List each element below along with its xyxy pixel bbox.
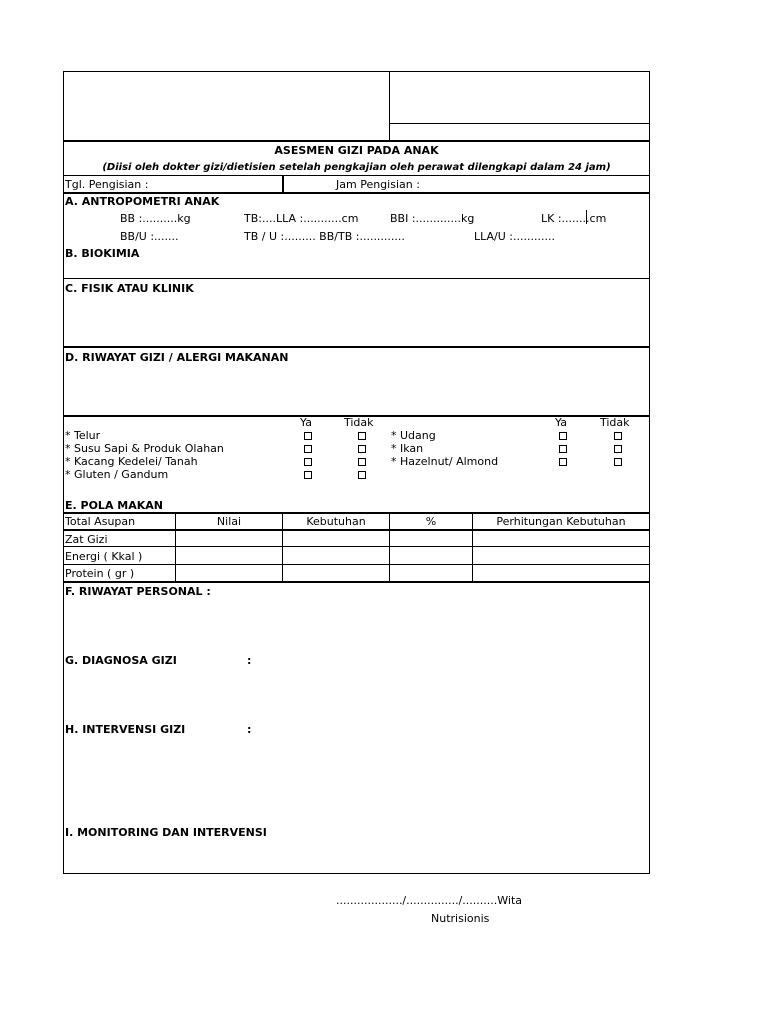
- ya-header-left: Ya: [300, 416, 312, 429]
- checkbox-susu-tidak[interactable]: [358, 445, 366, 453]
- tidak-header-right: Tidak: [600, 416, 630, 429]
- ya-header-right: Ya: [555, 416, 567, 429]
- section-c-heading: C. FISIK ATAU KLINIK: [65, 282, 194, 295]
- section-g-heading: G. DIAGNOSA GIZI: [65, 654, 177, 667]
- jam-pengisian-label: Jam Pengisian :: [336, 178, 420, 191]
- checkbox-hazelnut-tidak[interactable]: [614, 458, 622, 466]
- lk-field: LK :........cm: [541, 212, 607, 225]
- allergy-item-telur: * Telur: [65, 429, 101, 442]
- checkbox-ikan-tidak[interactable]: [614, 445, 622, 453]
- allergy-item-gluten: * Gluten / Gandum: [65, 468, 169, 481]
- section-e-heading: E. POLA MAKAN: [65, 499, 163, 512]
- table-row-energi: Energi ( Kkal ): [65, 550, 143, 563]
- checkbox-telur-tidak[interactable]: [358, 432, 366, 440]
- table-header-total-asupan: Total Asupan: [65, 515, 136, 528]
- table-header-kebutuhan: Kebutuhan: [306, 515, 366, 528]
- checkbox-gluten-tidak[interactable]: [358, 471, 366, 479]
- tgl-pengisian-label: Tgl. Pengisian :: [65, 178, 149, 191]
- checkbox-susu-ya[interactable]: [304, 445, 312, 453]
- allergy-item-udang: * Udang: [391, 429, 436, 442]
- tidak-header-left: Tidak: [344, 416, 374, 429]
- section-h-colon: :: [247, 723, 252, 736]
- section-h-heading: H. INTERVENSI GIZI: [65, 723, 186, 736]
- form-title: ASESMEN GIZI PADA ANAK: [274, 144, 439, 157]
- table-row-zat-gizi: Zat Gizi: [65, 533, 108, 546]
- section-a-heading: A. ANTROPOMETRI ANAK: [65, 195, 220, 208]
- tb-lla-field: TB:....LLA :...........cm: [244, 212, 359, 225]
- allergy-item-kacang: * Kacang Kedelei/ Tanah: [65, 455, 198, 468]
- llau-field: LLA/U :............: [474, 230, 555, 243]
- checkbox-udang-ya[interactable]: [559, 432, 567, 440]
- checkbox-gluten-ya[interactable]: [304, 471, 312, 479]
- checkbox-udang-tidak[interactable]: [614, 432, 622, 440]
- checkbox-kacang-tidak[interactable]: [358, 458, 366, 466]
- bbi-field: BBI :.............kg: [390, 212, 475, 225]
- checkbox-telur-ya[interactable]: [304, 432, 312, 440]
- table-header-persen: %: [425, 515, 437, 528]
- checkbox-hazelnut-ya[interactable]: [559, 458, 567, 466]
- section-f-heading: F. RIWAYAT PERSONAL :: [65, 585, 211, 598]
- section-d-heading: D. RIWAYAT GIZI / ALERGI MAKANAN: [65, 351, 289, 364]
- allergy-item-susu-sapi: * Susu Sapi & Produk Olahan: [65, 442, 224, 455]
- checkbox-ikan-ya[interactable]: [559, 445, 567, 453]
- bbu-field: BB/U :.......: [120, 230, 179, 243]
- allergy-item-hazelnut: * Hazelnut/ Almond: [391, 455, 499, 468]
- table-header-perhitungan: Perhitungan Kebutuhan: [496, 515, 626, 528]
- section-g-colon: :: [247, 654, 252, 667]
- checkbox-kacang-ya[interactable]: [304, 458, 312, 466]
- table-row-protein: Protein ( gr ): [65, 567, 135, 580]
- signature-date-line: .................../.............../..........Wita: [336, 894, 523, 907]
- bb-field: BB :..........kg: [120, 212, 191, 225]
- tbu-bbtb-field: TB / U :......... BB/TB :.............: [244, 230, 405, 243]
- signer-title: Nutrisionis: [431, 912, 490, 925]
- table-header-nilai: Nilai: [216, 515, 242, 528]
- form-subtitle: (Diisi oleh dokter gizi/dietisien setelah pengkajian oleh perawat dilengkapi dalam 24 jam): [102, 162, 611, 173]
- section-b-heading: B. BIOKIMIA: [65, 247, 140, 260]
- allergy-item-ikan: * Ikan: [391, 442, 424, 455]
- section-i-heading: I. MONITORING DAN INTERVENSI: [65, 826, 267, 839]
